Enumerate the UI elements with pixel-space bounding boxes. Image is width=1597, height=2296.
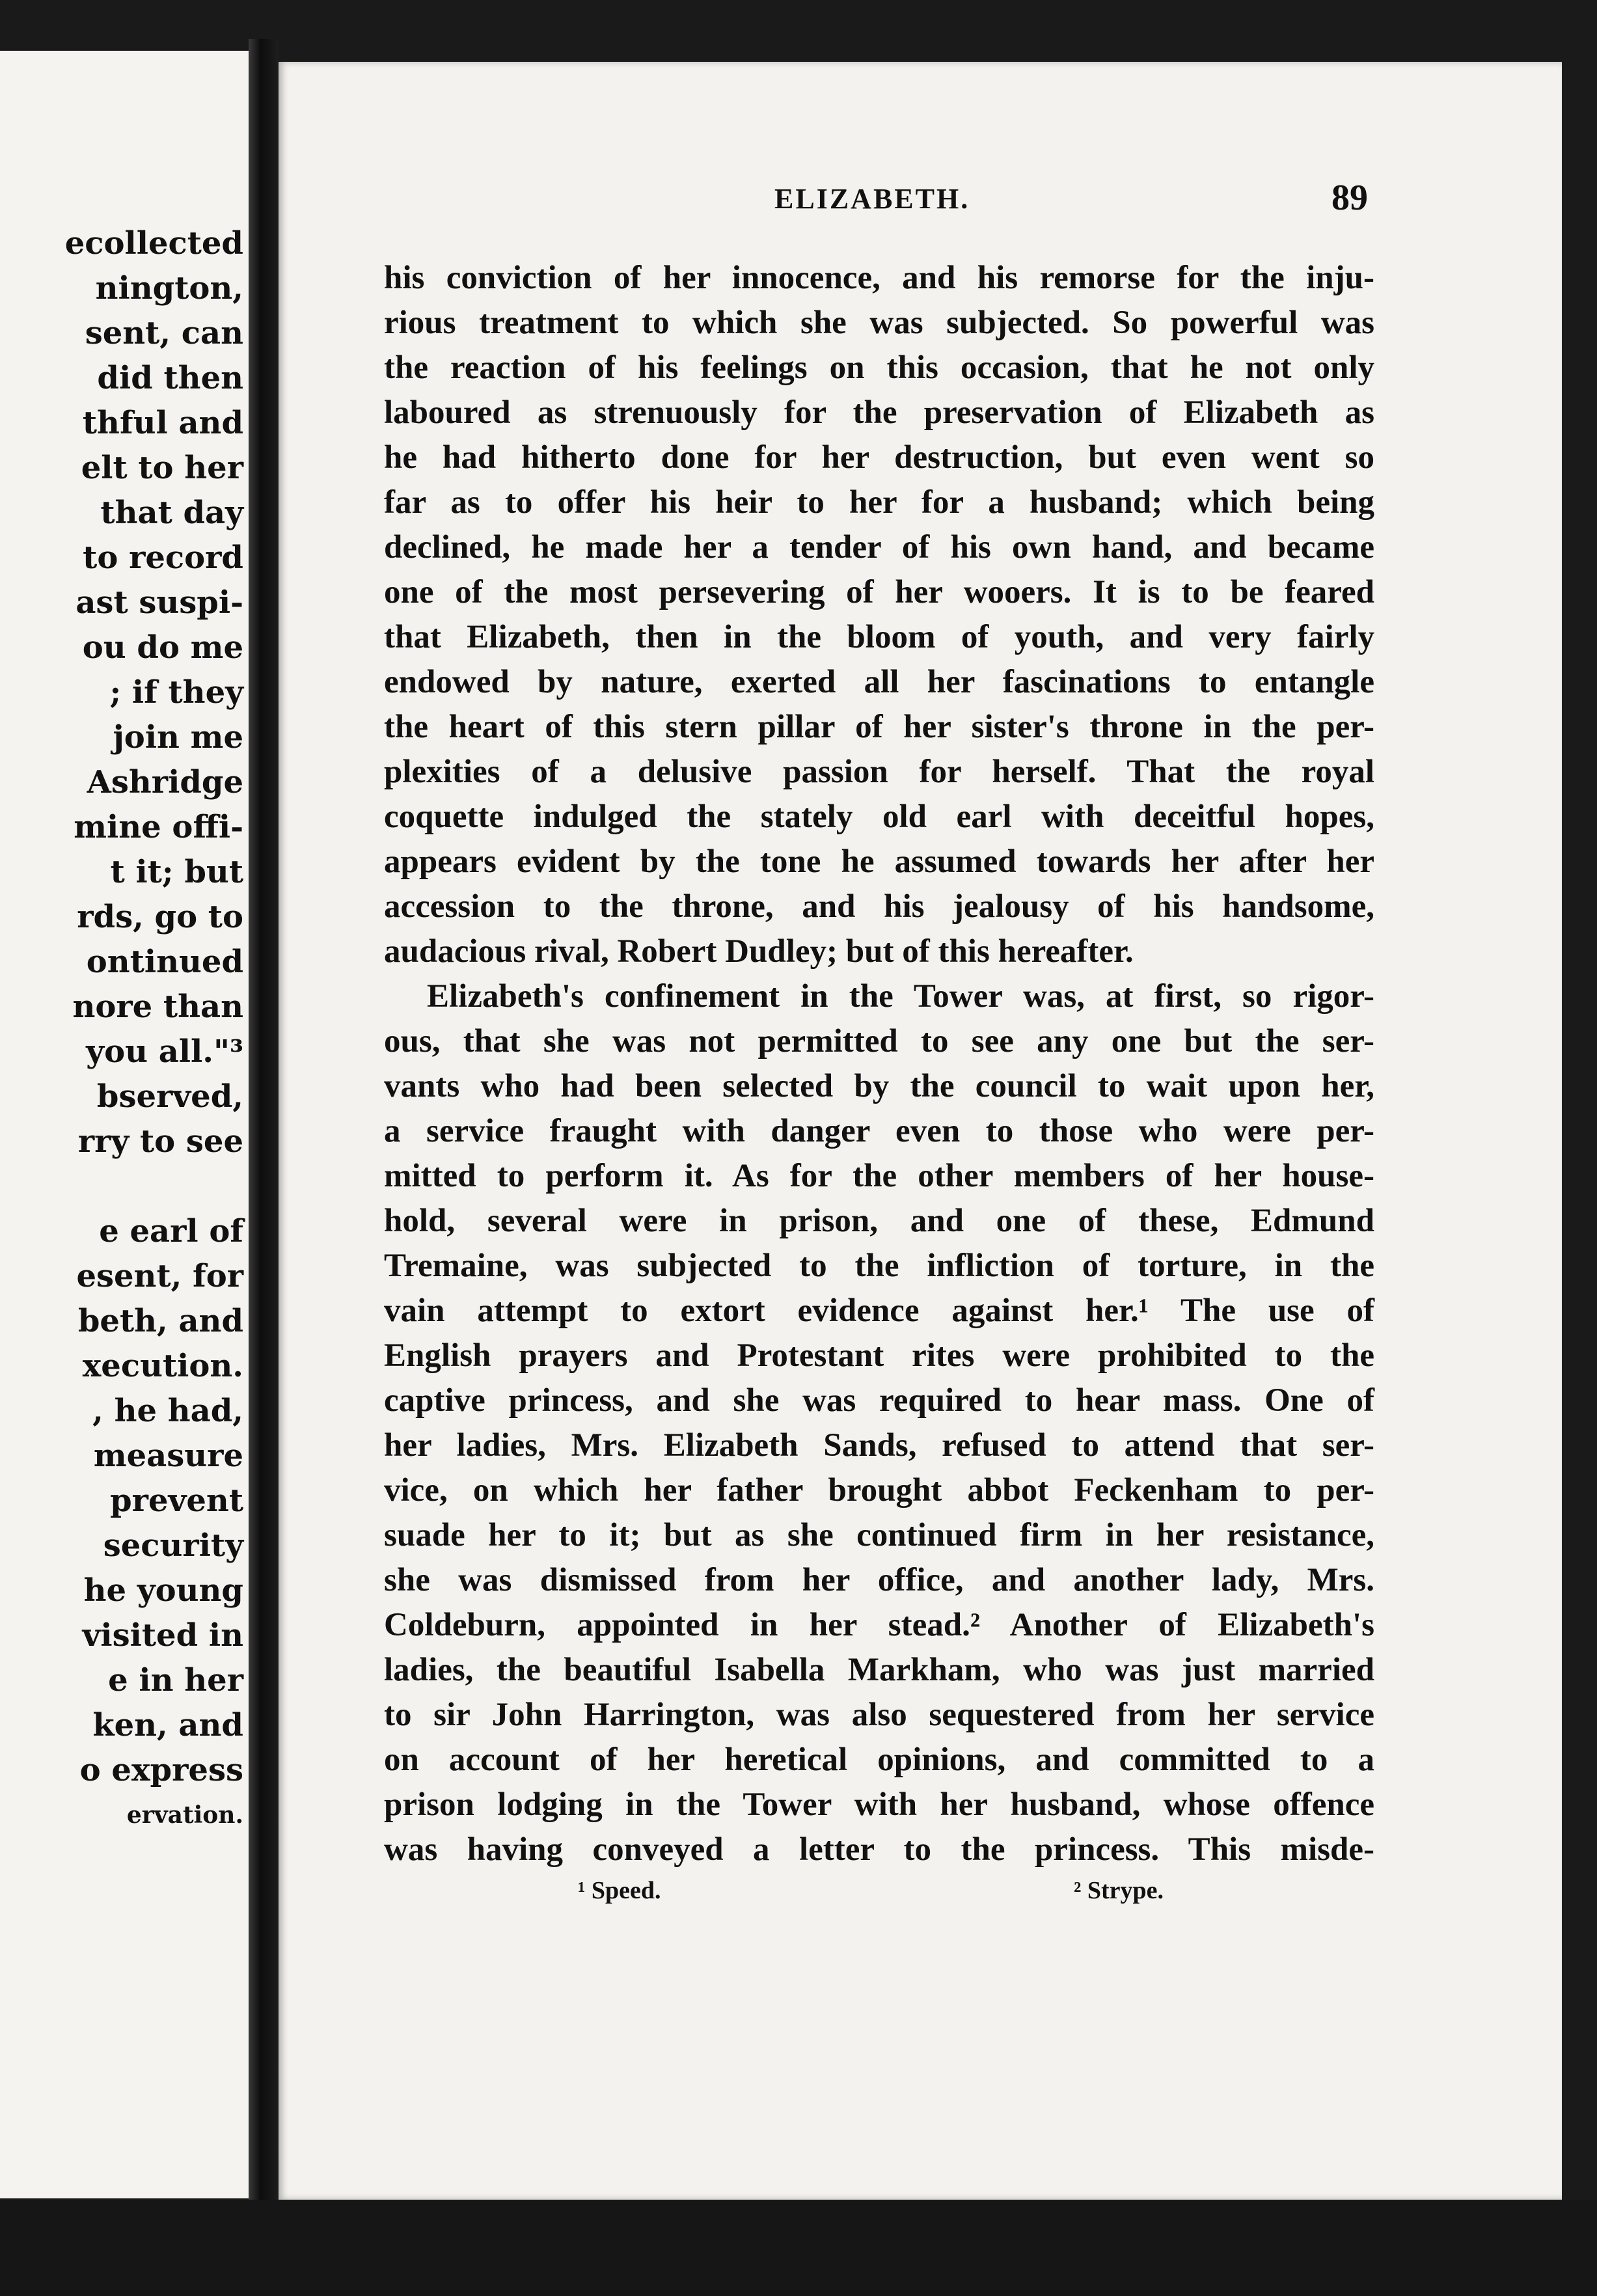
previous-page-line: prevent (110, 1483, 243, 1519)
text-line: prison lodging in the Tower with her husband, whose offence (384, 1786, 1374, 1823)
previous-page-line: nington, (95, 270, 243, 307)
previous-page-line: ou do me (82, 629, 243, 666)
text-line: vice, on which her father brought abbot Feckenham to per- (384, 1472, 1374, 1509)
text-line: mitted to perform it. As for the other members of her house- (384, 1158, 1374, 1194)
previous-page-line: ontinued (86, 944, 243, 980)
previous-page-fragment (0, 51, 249, 2198)
footnote-2: ² Strype. (1074, 1877, 1164, 1904)
text-line: endowed by nature, exerted all her fascinations to entangle (384, 664, 1374, 700)
running-title: ELIZABETH. (774, 183, 970, 215)
previous-page-line: measure (93, 1438, 243, 1474)
previous-page-line: ecollected (64, 225, 243, 262)
text-line: he had hitherto done for her destruction, but even went so (384, 439, 1374, 476)
text-line: she was dismissed from her office, and another lady, Mrs. (384, 1562, 1374, 1598)
text-line: appears evident by the tone he assumed towards her after her (384, 843, 1374, 880)
text-line: vain attempt to extort evidence against her.¹ The use of (384, 1292, 1374, 1329)
previous-page-line: thful and (82, 405, 243, 441)
previous-page-line: rds, go to (77, 899, 243, 935)
previous-page-line: , he had, (92, 1393, 243, 1429)
footnote-1: ¹ Speed. (578, 1877, 661, 1904)
previous-page-line: join me (113, 719, 243, 756)
text-line: was having conveyed a letter to the princess. This misde- (384, 1831, 1374, 1868)
previous-page-line: Ashridge (87, 764, 243, 800)
text-line: his conviction of her innocence, and his remorse for the inju- (384, 260, 1374, 296)
text-line: Tremaine, was subjected to the infliction of torture, in the (384, 1248, 1374, 1284)
text-line: the heart of this stern pillar of her sister's throne in the per- (384, 709, 1374, 745)
previous-page-line: rry to see (77, 1123, 243, 1160)
text-line: coquette indulged the stately old earl with deceitful hopes, (384, 799, 1374, 835)
text-line: a service fraught with danger even to those who were per- (384, 1113, 1374, 1149)
body-text (384, 256, 1374, 1872)
footnotes (279, 1876, 1562, 1915)
previous-page-line: elt to her (81, 450, 243, 486)
text-line: her ladies, Mrs. Elizabeth Sands, refused to attend that ser- (384, 1427, 1374, 1464)
previous-page-line: e in her (108, 1662, 243, 1699)
previous-page-line: bserved, (96, 1078, 243, 1115)
previous-page-line: t it; but (110, 854, 243, 890)
text-line: laboured as strenuously for the preservation of Elizabeth as (384, 394, 1374, 431)
text-line: far as to offer his heir to her for a husband; which being (384, 484, 1374, 521)
previous-page-line: o express (79, 1752, 243, 1788)
previous-page-line: e earl of (99, 1213, 243, 1250)
text-line: Coldeburn, appointed in her stead.² Another of Elizabeth's (384, 1607, 1374, 1643)
text-line: ladies, the beautiful Isabella Markham, who was just married (384, 1652, 1374, 1688)
previous-page-line (65, 1164, 243, 1209)
running-head (279, 178, 1562, 228)
text-line: suade her to it; but as she continued firm in her resistance, (384, 1517, 1374, 1553)
previous-page-line: ast suspi- (75, 584, 243, 621)
text-line: accession to the throne, and his jealousy of his handsome, (384, 888, 1374, 925)
text-line: declined, he made her a tender of his own hand, and became (384, 529, 1374, 566)
previous-page-line: that day (100, 495, 243, 531)
previous-page-line: ken, and (92, 1707, 243, 1743)
previous-page-line: he young (83, 1572, 243, 1609)
text-line: rious treatment to which she was subjected. So powerful was (384, 305, 1374, 341)
previous-page-line: you all."³ (86, 1033, 243, 1070)
text-line: English prayers and Protestant rites were prohibited to the (384, 1337, 1374, 1374)
previous-page-line: esent, for (76, 1258, 243, 1294)
page-number: 89 (1331, 178, 1368, 218)
text-line: one of the most persevering of her wooers. It is to be feared (384, 574, 1374, 610)
previous-page-text (65, 221, 243, 1838)
page (279, 62, 1562, 2200)
previous-page-line: to record (83, 540, 243, 576)
text-line: the reaction of his feelings on this occasion, that he not only (384, 349, 1374, 386)
book-gutter (249, 39, 279, 2206)
previous-page-line: security (103, 1527, 243, 1564)
text-line: that Elizabeth, then in the bloom of youth, and very fairly (384, 619, 1374, 655)
previous-page-line: beth, and (77, 1303, 243, 1339)
text-line: audacious rival, Robert Dudley; but of this hereafter. (384, 933, 1134, 970)
previous-page-line: mine offi- (74, 809, 243, 845)
previous-page-footnote: ervation. (126, 1801, 243, 1829)
text-line: ous, that she was not permitted to see any one but the ser- (384, 1023, 1374, 1059)
previous-page-line: visited in (82, 1617, 243, 1654)
previous-page-line: sent, can (85, 315, 243, 351)
text-line: vants who had been selected by the council to wait upon her, (384, 1068, 1374, 1104)
previous-page-line: nore than (72, 989, 243, 1025)
text-line: Elizabeth's confinement in the Tower was, at first, so rigor- (427, 978, 1374, 1015)
text-line: to sir John Harrington, was also sequestered from her service (384, 1697, 1374, 1733)
text-line: captive princess, and she was required to hear mass. One of (384, 1382, 1374, 1419)
previous-page-line: ; if they (109, 674, 243, 711)
previous-page-line: xecution. (82, 1348, 243, 1384)
previous-page-line: did then (97, 360, 243, 396)
text-line: on account of her heretical opinions, and committed to a (384, 1742, 1374, 1778)
text-line: plexities of a delusive passion for herself. That the royal (384, 754, 1374, 790)
text-line: hold, several were in prison, and one of these, Edmund (384, 1203, 1374, 1239)
scan-background (0, 2200, 1597, 2296)
